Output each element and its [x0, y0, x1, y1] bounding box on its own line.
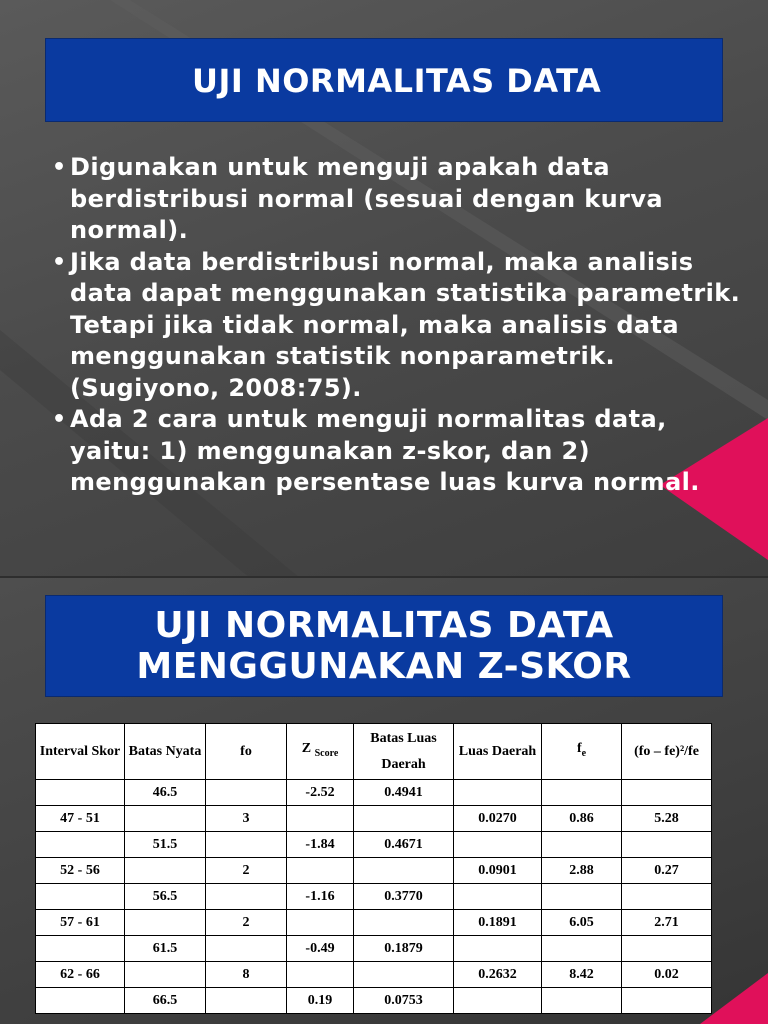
- table-cell-luas: 0.0901: [454, 858, 542, 884]
- table-cell-chi: 0.27: [622, 858, 712, 884]
- table-cell-chi: [622, 780, 712, 806]
- table-cell-fe: 2.88: [542, 858, 622, 884]
- bullet-dot-icon: •: [52, 155, 67, 180]
- table-cell-z: -1.84: [287, 832, 354, 858]
- table-cell-interval: [36, 780, 125, 806]
- table-row: [36, 988, 712, 1014]
- table-cell-batas: 51.5: [125, 832, 206, 858]
- table-cell-z: -2.52: [287, 780, 354, 806]
- table-cell-batas: 56.5: [125, 884, 206, 910]
- table-cell-chi: 2.71: [622, 910, 712, 936]
- table-cell-interval: 47 - 51: [36, 806, 125, 832]
- header-batas-luas: Batas Luas Daerah: [354, 724, 454, 780]
- header-z-score: Z $_{Score}$: [287, 724, 354, 780]
- bullet-dot-icon: •: [52, 407, 67, 432]
- table-cell-batas-luas: [354, 806, 454, 832]
- table-cell-fo: 3: [206, 806, 287, 832]
- table-cell-batas: [125, 858, 206, 884]
- header-chi-square: (fo – fe)²/fe: [622, 724, 712, 780]
- table-cell-fe: 8.42: [542, 962, 622, 988]
- table-cell-luas: [454, 988, 542, 1014]
- table-cell-luas: [454, 780, 542, 806]
- table-cell-fo: 2: [206, 910, 287, 936]
- table-cell-fe: 6.05: [542, 910, 622, 936]
- table-cell-z: 0.19: [287, 988, 354, 1014]
- table-cell-batas: [125, 806, 206, 832]
- bullet-item: [52, 247, 752, 405]
- table-header-row: [36, 724, 712, 780]
- bullet-text: Jika data berdistribusi normal, maka analisis data dapat menggunakan statistika parametrik. Tetapi jika tidak normal, maka analisis data menggunakan statistik nonparametrik. (Sugiyono, 2008:75).: [70, 247, 741, 402]
- table-cell-batas-luas: [354, 962, 454, 988]
- table-cell-batas-luas: 0.3770: [354, 884, 454, 910]
- table-cell-chi: [622, 884, 712, 910]
- table-cell-batas: 61.5: [125, 936, 206, 962]
- header-interval: Interval Skor: [36, 724, 125, 780]
- table-cell-interval: [36, 936, 125, 962]
- table-cell-fo: [206, 780, 287, 806]
- table-cell-fo: 8: [206, 962, 287, 988]
- slide-2-title: UJI NORMALITAS DATA MENGGUNAKAN Z-SKOR: [45, 595, 723, 697]
- table-cell-z: [287, 806, 354, 832]
- table-cell-luas: 0.1891: [454, 910, 542, 936]
- table-cell-luas: [454, 884, 542, 910]
- table-cell-batas-luas: 0.4941: [354, 780, 454, 806]
- table-cell-luas: [454, 936, 542, 962]
- table-cell-fo: [206, 832, 287, 858]
- table-cell-fo: [206, 988, 287, 1014]
- table-cell-batas: [125, 910, 206, 936]
- table-cell-interval: 57 - 61: [36, 910, 125, 936]
- table-cell-batas: 66.5: [125, 988, 206, 1014]
- table-cell-batas-luas: [354, 858, 454, 884]
- table-cell-chi: [622, 936, 712, 962]
- table-cell-z: -1.16: [287, 884, 354, 910]
- table-cell-fo: 2: [206, 858, 287, 884]
- table-cell-fe: [542, 780, 622, 806]
- table-cell-z: -0.49: [287, 936, 354, 962]
- table-row: [36, 962, 712, 988]
- slide-1-title: UJI NORMALITAS DATA: [45, 38, 723, 122]
- table-cell-fe: [542, 884, 622, 910]
- table-cell-interval: 62 - 66: [36, 962, 125, 988]
- bullet-text: Digunakan untuk menguji apakah data berdistribusi normal (sesuai dengan kurva normal).: [70, 153, 664, 244]
- table-cell-fe: 0.86: [542, 806, 622, 832]
- header-luas-daerah: Luas Daerah: [454, 724, 542, 780]
- table-cell-z: [287, 910, 354, 936]
- slide-2: [0, 578, 768, 1024]
- table-cell-fe: [542, 936, 622, 962]
- table-cell-interval: [36, 988, 125, 1014]
- table-cell-fo: [206, 884, 287, 910]
- table-cell-chi: [622, 988, 712, 1014]
- table-cell-batas-luas: 0.0753: [354, 988, 454, 1014]
- bullet-dot-icon: •: [52, 249, 67, 275]
- table-cell-batas-luas: [354, 910, 454, 936]
- table-cell-interval: [36, 832, 125, 858]
- table-row: [36, 832, 712, 858]
- bullet-item: [52, 404, 752, 499]
- bullet-text: Ada 2 cara untuk menguji normalitas data, yaitu: 1) menggunakan z-skor, dan 2) menggunakan persentase luas kurva normal.: [70, 405, 700, 496]
- table-cell-fe: [542, 832, 622, 858]
- table-cell-luas: 0.0270: [454, 806, 542, 832]
- table-row: [36, 910, 712, 936]
- table-row: [36, 806, 712, 832]
- table-cell-chi: 0.02: [622, 962, 712, 988]
- table-row: [36, 884, 712, 910]
- bullet-item: [52, 152, 752, 247]
- table-row: [36, 858, 712, 884]
- table-cell-batas: [125, 962, 206, 988]
- bullet-list: [52, 152, 752, 499]
- table-cell-z: [287, 858, 354, 884]
- header-fo: fo: [206, 724, 287, 780]
- table-cell-batas-luas: 0.1879: [354, 936, 454, 962]
- table-cell-z: [287, 962, 354, 988]
- table-cell-luas: 0.2632: [454, 962, 542, 988]
- table-body: [36, 780, 712, 1014]
- table-cell-interval: 52 - 56: [36, 858, 125, 884]
- header-fe: $f_e$: [542, 724, 622, 780]
- table-cell-batas: 46.5: [125, 780, 206, 806]
- table-cell-fo: [206, 936, 287, 962]
- table-cell-batas-luas: 0.4671: [354, 832, 454, 858]
- table-cell-interval: [36, 884, 125, 910]
- table-row: [36, 780, 712, 806]
- table-cell-fe: [542, 988, 622, 1014]
- table-cell-chi: 5.28: [622, 806, 712, 832]
- table-cell-luas: [454, 832, 542, 858]
- table-cell-chi: [622, 832, 712, 858]
- table-row: [36, 936, 712, 962]
- z-score-table: [35, 723, 712, 1014]
- header-batas-nyata: Batas Nyata: [125, 724, 206, 780]
